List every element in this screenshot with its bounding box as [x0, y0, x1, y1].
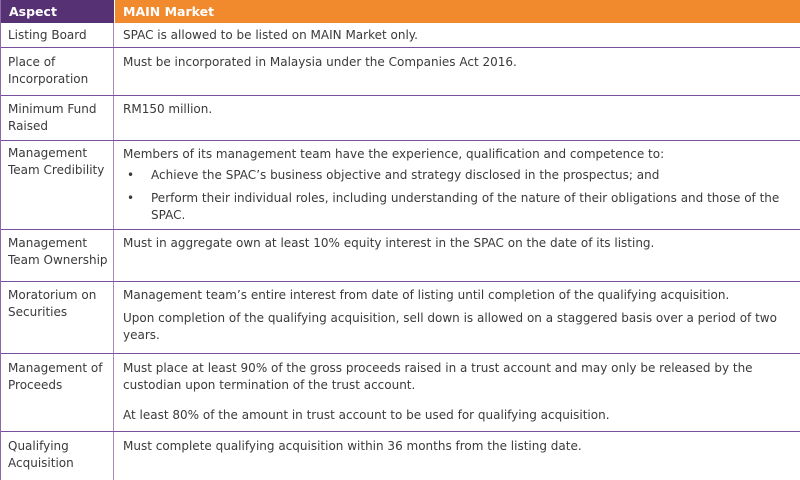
- value-text: Must place at least 90% of the gross proceeds raised in a trust account and may only be released by the: [123, 361, 753, 375]
- aspect-cell: [1, 23, 114, 47]
- aspect-cell: [1, 48, 114, 95]
- value-cell: [115, 282, 800, 353]
- table-row: [1, 96, 800, 141]
- aspect-label: Management of Proceeds: [8, 361, 103, 392]
- aspect-cell: [1, 96, 114, 140]
- value-text: At least 80% of the amount in trust account to be used for qualifying acquisition.: [123, 408, 610, 422]
- bullet-text: Achieve the SPAC’s business objective and strategy disclosed in the prospectus; and: [151, 168, 660, 182]
- aspect-cell: [1, 282, 114, 353]
- bullet-icon: •: [127, 191, 135, 205]
- header-main-market-label: MAIN Market: [123, 4, 215, 19]
- table-row: [1, 48, 800, 96]
- table-row: [1, 141, 800, 230]
- header-main-market-cell: [115, 0, 800, 23]
- header-aspect-cell: [1, 0, 114, 23]
- aspect-label: Qualifying Acquisition: [8, 439, 74, 470]
- value-cell: [115, 141, 800, 229]
- aspect-label: Moratorium on Securities: [8, 288, 97, 319]
- value-text: Members of its management team have the experience, qualification and competence to:: [123, 147, 665, 161]
- value-cell: [115, 354, 800, 431]
- value-text: years.: [123, 328, 160, 342]
- value-cell: [115, 432, 800, 480]
- value-cell: [115, 23, 800, 47]
- value-text: Must in aggregate own at least 10% equity interest in the SPAC on the date of its listing.: [123, 236, 655, 250]
- value-text: Must complete qualifying acquisition within 36 months from the listing date.: [123, 439, 582, 453]
- aspect-label: Management Team Ownership: [8, 236, 108, 267]
- table-row: [1, 432, 800, 480]
- value-text: Must be incorporated in Malaysia under the Companies Act 2016.: [123, 55, 517, 69]
- bullet-icon: •: [127, 168, 135, 182]
- aspect-label: Listing Board: [8, 28, 87, 42]
- aspect-cell: [1, 230, 114, 281]
- value-text: SPAC is allowed to be listed on MAIN Market only.: [123, 28, 418, 42]
- table-row: [1, 230, 800, 282]
- bullet-text: Perform their individual roles, including understanding of the nature of their obligations and those of the SPAC.: [151, 191, 780, 222]
- value-text: RM150 million.: [123, 102, 213, 116]
- aspect-label: Management Team Credibility: [8, 146, 105, 177]
- aspect-cell: [1, 141, 114, 229]
- table-row: [1, 354, 800, 432]
- table-row: [1, 282, 800, 354]
- aspect-label: Place of Incorporation: [8, 55, 89, 86]
- table-row: [1, 23, 800, 48]
- value-text: custodian upon termination of the trust account.: [123, 378, 416, 392]
- aspect-cell: [1, 432, 114, 480]
- header-aspect-label: Aspect: [9, 4, 57, 19]
- aspect-cell: [1, 354, 114, 431]
- table-header-row: [1, 0, 800, 23]
- aspect-label: Minimum Fund Raised: [8, 102, 97, 133]
- value-cell: [115, 230, 800, 281]
- value-text: Upon completion of the qualifying acquisition, sell down is allowed on a staggered basis over a period of two: [123, 311, 777, 325]
- value-cell: [115, 96, 800, 140]
- value-cell: [115, 48, 800, 95]
- value-text: Management team’s entire interest from date of listing until completion of the qualifying acquisition.: [123, 288, 730, 302]
